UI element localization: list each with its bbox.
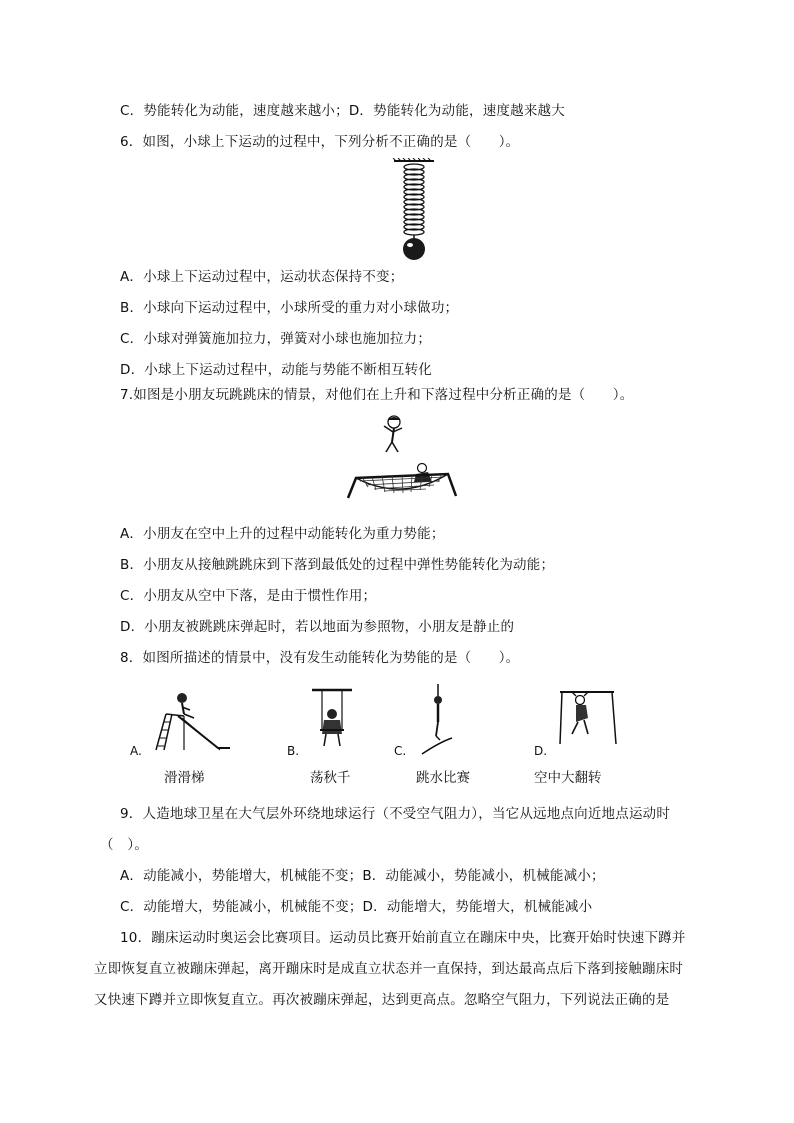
- q6-option-a: A．小球上下运动过程中，运动状态保持不变；: [120, 269, 404, 285]
- q8-figure-a-letter: A.: [130, 744, 142, 758]
- q8-figure-a-caption: 滑滑梯: [164, 770, 205, 786]
- q8-figure-c-letter: C.: [394, 744, 407, 758]
- q7-option-a: A．小朋友在空中上升的过程中动能转化为重力势能；: [120, 526, 445, 542]
- aerial-flip-figure: [556, 688, 618, 746]
- q6-stem: 6．如图，小球上下运动的过程中，下列分析不正确的是（ ）。: [120, 134, 520, 150]
- trampoline-figure: [342, 412, 462, 504]
- q10-line2: 立即恢复直立被蹦床弹起，离开蹦床时是成直立状态并一直保持，到达最高点后下落到接触蹦床时: [94, 961, 684, 977]
- q8-figure-c-caption: 跳水比赛: [416, 770, 470, 786]
- swing-figure: [310, 686, 354, 754]
- q8-figure-d-letter: D.: [534, 744, 548, 758]
- q10-line1: 10．蹦床运动时奥运会比赛项目。运动员比赛开始前直立在蹦床中央，比赛开始时快速下蹲并: [120, 930, 686, 946]
- q6-option-d: D．小球上下运动过程中，动能与势能不断相互转化: [120, 362, 432, 378]
- q9-stem-line1: 9．人造地球卫星在大气层外环绕地球运行（不受空气阻力），当它从远地点向近地点运动时: [120, 806, 671, 822]
- slide-figure: [148, 688, 232, 754]
- q8-figure-b-letter: B.: [287, 744, 300, 758]
- q6-option-b: B．小球向下运动过程中，小球所受的重力对小球做功；: [120, 300, 459, 316]
- q7-option-b: B．小朋友从接触跳跳床到下落到最低处的过程中弹性势能转化为动能；: [120, 557, 555, 573]
- q8-figure-d-caption: 空中大翻转: [534, 770, 602, 786]
- q7-option-d: D．小朋友被跳跳床弹起时，若以地面为参照物，小朋友是静止的: [120, 619, 515, 635]
- q9-option-ab: A．动能减小，势能增大，机械能不变；B．动能减小，势能减小，机械能减小；: [120, 868, 605, 884]
- q6-option-c: C．小球对弹簧施加拉力，弹簧对小球也施加拉力；: [120, 331, 432, 347]
- diving-figure: [420, 682, 454, 756]
- q8-stem: 8．如图所描述的情景中，没有发生动能转化为势能的是（ ）。: [120, 650, 520, 666]
- q9-option-cd: C．动能增大，势能减小，机械能不变；D．动能增大，势能增大，机械能减小: [120, 899, 593, 915]
- q8-figure-b-caption: 荡秋千: [310, 770, 351, 786]
- q7-option-c: C．小朋友从空中下落，是由于惯性作用；: [120, 588, 377, 604]
- q9-stem-line2: （ ）。: [100, 837, 149, 853]
- q10-line3: 又快速下蹲并立即恢复直立。再次被蹦床弹起，达到更高点。忽略空气阻力，下列说法正确的是: [94, 992, 670, 1008]
- q7-stem: 7.如图是小朋友玩跳跳床的情景，对他们在上升和下落过程中分析正确的是（ ）。: [120, 387, 634, 403]
- spring-ball-figure: [388, 158, 448, 264]
- q5-option-cd: C．势能转化为动能，速度越来越小；D．势能转化为动能，速度越来越大: [120, 103, 565, 119]
